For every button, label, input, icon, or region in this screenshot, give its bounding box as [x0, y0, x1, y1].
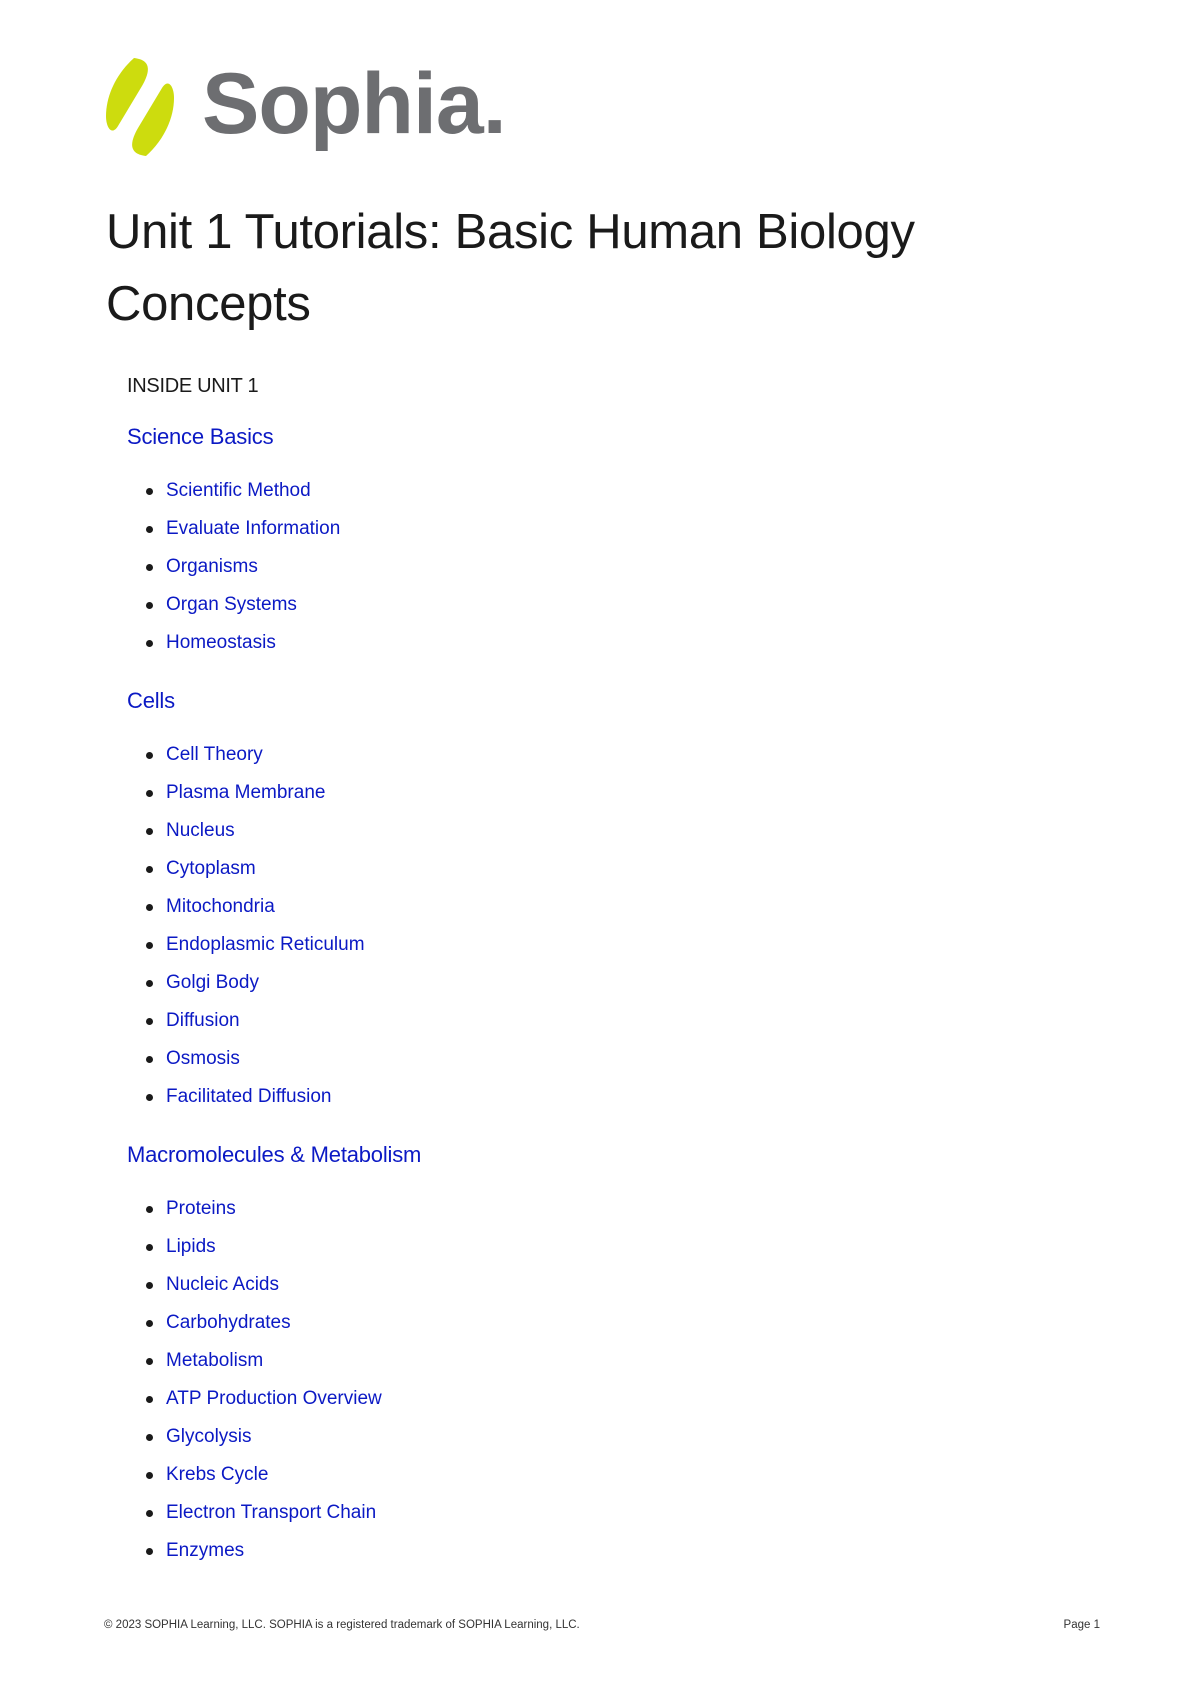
topic-link[interactable]: Scientific Method	[166, 480, 311, 501]
section-title[interactable]: Cells	[127, 688, 175, 713]
topic-link[interactable]: Nucleus	[166, 820, 235, 841]
section-title[interactable]: Macromolecules & Metabolism	[127, 1142, 422, 1167]
bullet-icon	[146, 602, 153, 609]
topic-link[interactable]: Electron Transport Chain	[166, 1502, 377, 1523]
bullet-icon	[146, 1206, 153, 1213]
topic-link[interactable]: Glycolysis	[166, 1426, 252, 1447]
topic-item	[127, 1228, 1027, 1266]
section-1	[127, 686, 1027, 1116]
topic-link[interactable]: Cytoplasm	[166, 858, 256, 879]
unit-contents	[127, 372, 1027, 1594]
topic-item	[127, 1190, 1027, 1228]
topic-link[interactable]: Enzymes	[166, 1540, 245, 1561]
topic-link[interactable]: Facilitated Diffusion	[166, 1086, 332, 1107]
topic-item	[127, 736, 1027, 774]
topic-link[interactable]: Osmosis	[166, 1048, 240, 1069]
section-0	[127, 422, 1027, 662]
topic-link[interactable]: Proteins	[166, 1198, 236, 1219]
section-2	[127, 1140, 1027, 1570]
topic-item	[127, 472, 1027, 510]
topic-item	[127, 1002, 1027, 1040]
topic-link[interactable]: Cell Theory	[166, 744, 263, 765]
bullet-icon	[146, 1282, 153, 1289]
topic-link[interactable]: Homeostasis	[166, 632, 276, 653]
sophia-wordmark	[202, 56, 506, 152]
topic-item	[127, 888, 1027, 926]
topic-link[interactable]: Organ Systems	[166, 594, 297, 615]
bullet-icon	[146, 866, 153, 873]
bullet-icon	[146, 1472, 153, 1479]
topic-item	[127, 1078, 1027, 1116]
topic-item	[127, 1380, 1027, 1418]
topic-link[interactable]: Golgi Body	[166, 972, 259, 993]
topic-item	[127, 926, 1027, 964]
bullet-icon	[146, 752, 153, 759]
topic-item	[127, 510, 1027, 548]
topic-link[interactable]: Plasma Membrane	[166, 782, 326, 803]
bullet-icon	[146, 790, 153, 797]
topic-link[interactable]: Mitochondria	[166, 896, 275, 917]
bullet-icon	[146, 828, 153, 835]
topic-list	[127, 736, 1027, 1116]
topic-item	[127, 586, 1027, 624]
bullet-icon	[146, 1320, 153, 1327]
topic-item	[127, 1418, 1027, 1456]
topic-item	[127, 624, 1027, 662]
bullet-icon	[146, 1244, 153, 1251]
topic-list	[127, 1190, 1027, 1570]
topic-link[interactable]: Endoplasmic Reticulum	[166, 934, 365, 955]
sections-container	[127, 422, 1027, 1570]
bullet-icon	[146, 640, 153, 647]
bullet-icon	[146, 488, 153, 495]
footer-copyright: © 2023 SOPHIA Learning, LLC. SOPHIA is a registered trademark of SOPHIA Learning, LLC.	[104, 1619, 580, 1631]
bullet-icon	[146, 1434, 153, 1441]
topic-link[interactable]: Carbohydrates	[166, 1312, 291, 1333]
topic-item	[127, 1342, 1027, 1380]
topic-item	[127, 1456, 1027, 1494]
topic-link[interactable]: Metabolism	[166, 1350, 264, 1371]
inside-unit-label: INSIDE UNIT 1	[127, 375, 259, 397]
footer-page-number: Page 1	[1063, 1619, 1100, 1631]
topic-link[interactable]: Krebs Cycle	[166, 1464, 269, 1485]
section-title[interactable]: Science Basics	[127, 424, 274, 449]
sophia-logo-icon	[104, 56, 176, 158]
bullet-icon	[146, 1094, 153, 1101]
topic-item	[127, 1040, 1027, 1078]
bullet-icon	[146, 980, 153, 987]
topic-link[interactable]: Diffusion	[166, 1010, 240, 1031]
topic-list	[127, 472, 1027, 662]
topic-item	[127, 850, 1027, 888]
bullet-icon	[146, 904, 153, 911]
bullet-icon	[146, 1510, 153, 1517]
topic-item	[127, 1494, 1027, 1532]
bullet-icon	[146, 1018, 153, 1025]
brand-name: Sophia	[202, 56, 483, 152]
bullet-icon	[146, 564, 153, 571]
topic-item	[127, 812, 1027, 850]
topic-link[interactable]: Lipids	[166, 1236, 216, 1257]
topic-link[interactable]: ATP Production Overview	[166, 1388, 382, 1409]
topic-item	[127, 1266, 1027, 1304]
sophia-logo	[104, 56, 506, 158]
topic-item	[127, 1532, 1027, 1570]
bullet-icon	[146, 1358, 153, 1365]
topic-link[interactable]: Organisms	[166, 556, 258, 577]
topic-item	[127, 964, 1027, 1002]
bullet-icon	[146, 1396, 153, 1403]
page-title: Unit 1 Tutorials: Basic Human Biology Concepts	[106, 205, 915, 331]
bullet-icon	[146, 526, 153, 533]
topic-item	[127, 1304, 1027, 1342]
bullet-icon	[146, 1548, 153, 1555]
topic-item	[127, 548, 1027, 586]
bullet-icon	[146, 1056, 153, 1063]
topic-link[interactable]: Evaluate Information	[166, 518, 341, 539]
brand-dot: .	[482, 56, 506, 152]
bullet-icon	[146, 942, 153, 949]
topic-item	[127, 774, 1027, 812]
topic-link[interactable]: Nucleic Acids	[166, 1274, 279, 1295]
